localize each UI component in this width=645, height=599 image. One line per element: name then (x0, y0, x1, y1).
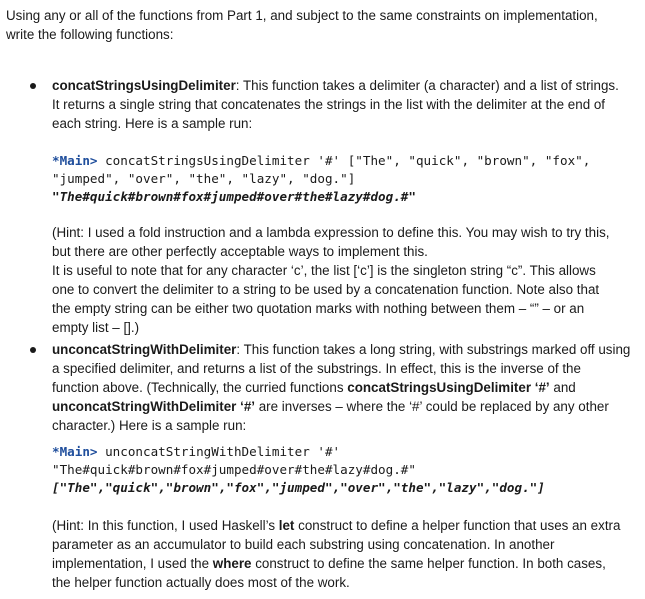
keyword: let (278, 518, 295, 533)
hint-text: implementation, I used the (52, 556, 213, 571)
function-name: unconcatStringWithDelimiter (52, 342, 237, 357)
hint-text: construct to define a helper function that uses an extra (294, 518, 621, 533)
hint-line: empty list – [].) (52, 320, 140, 335)
intro-line: Using any or all of the functions from Part 1, and subject to the same constraints on implementation, (6, 8, 598, 23)
item-description-line (52, 76, 638, 95)
hint-paragraph (52, 516, 638, 592)
hint-line (52, 554, 638, 573)
item-description-line (52, 397, 638, 416)
hint-line: It is useful to note that for any character ‘c’, the list [‘c’] is the singleton string “c”. This allows (52, 263, 596, 278)
code-line (52, 443, 638, 461)
hint-line: one to convert the delimiter to a string to be used by a concatenation function. Note also that (52, 282, 600, 297)
hint-paragraph (52, 223, 638, 337)
hint-line: parameter as an accumulator to build each substring using concatenation. In another (52, 537, 555, 552)
code-line (52, 152, 638, 170)
code-line: "The#quick#brown#fox#jumped#over#the#lazy#dog.#" (52, 462, 416, 477)
sample-run (52, 152, 638, 206)
ghci-prompt: *Main> (52, 444, 98, 459)
description-text: are inverses – where the ‘#’ could be replaced by any other (255, 399, 609, 414)
item-description-line: It returns a single string that concatenates the strings in the list with the delimiter at the end of (52, 97, 606, 112)
code-text: unconcatStringWithDelimiter '#' (97, 444, 341, 459)
intro-paragraph (6, 6, 638, 44)
description-text: function above. (Technically, the curried functions (52, 380, 348, 395)
function-name: unconcatStringWithDelimiter ‘#’ (52, 399, 255, 414)
hint-line (52, 516, 638, 535)
description-text: and (549, 380, 576, 395)
hint-line: (Hint: I used a fold instruction and a lambda expression to define this. You may wish to try this, (52, 225, 610, 240)
keyword: where (212, 556, 252, 571)
function-name: concatStringsUsingDelimiter ‘#’ (347, 380, 550, 395)
hint-line: the empty string can be either two quotation marks with nothing between them – “” – or an (52, 301, 585, 316)
description-text: : This function takes a long string, with substrings marked off using (236, 342, 631, 357)
sample-run (52, 443, 638, 497)
hint-line: but there are other perfectly acceptable ways to implement this. (52, 244, 428, 259)
code-result: "The#quick#brown#fox#jumped#over#the#lazy#dog.#" (52, 189, 416, 204)
code-result: ["The","quick","brown","fox","jumped","over","the","lazy","dog."] (52, 480, 545, 495)
hint-text: (Hint: In this function, I used Haskell’s (52, 518, 279, 533)
item-description-line: each string. Here is a sample run: (52, 116, 253, 131)
function-name: concatStringsUsingDelimiter (52, 78, 236, 93)
bullet-icon (30, 83, 36, 89)
hint-text: construct to define the same helper function. In both cases, (251, 556, 606, 571)
item-content (52, 76, 638, 337)
intro-line: write the following functions: (6, 27, 174, 42)
code-line: "jumped", "over", "the", "lazy", "dog."] (52, 171, 356, 186)
item-description-line: a specified delimiter, and returns a list of the substrings. In effect, this is the inverse of the (52, 361, 581, 376)
item-description-line: character.) Here is a sample run: (52, 418, 247, 433)
bullet-icon (30, 347, 36, 353)
code-text: concatStringsUsingDelimiter '#' ["The", "quick", "brown", "fox", (97, 153, 591, 168)
item-content (52, 340, 638, 592)
item-description-line (52, 340, 638, 359)
item-description-line (52, 378, 638, 397)
ghci-prompt: *Main> (52, 153, 98, 168)
description-text: : This function takes a delimiter (a character) and a list of strings. (235, 78, 619, 93)
hint-line: the helper function actually does most of the work. (52, 575, 350, 590)
